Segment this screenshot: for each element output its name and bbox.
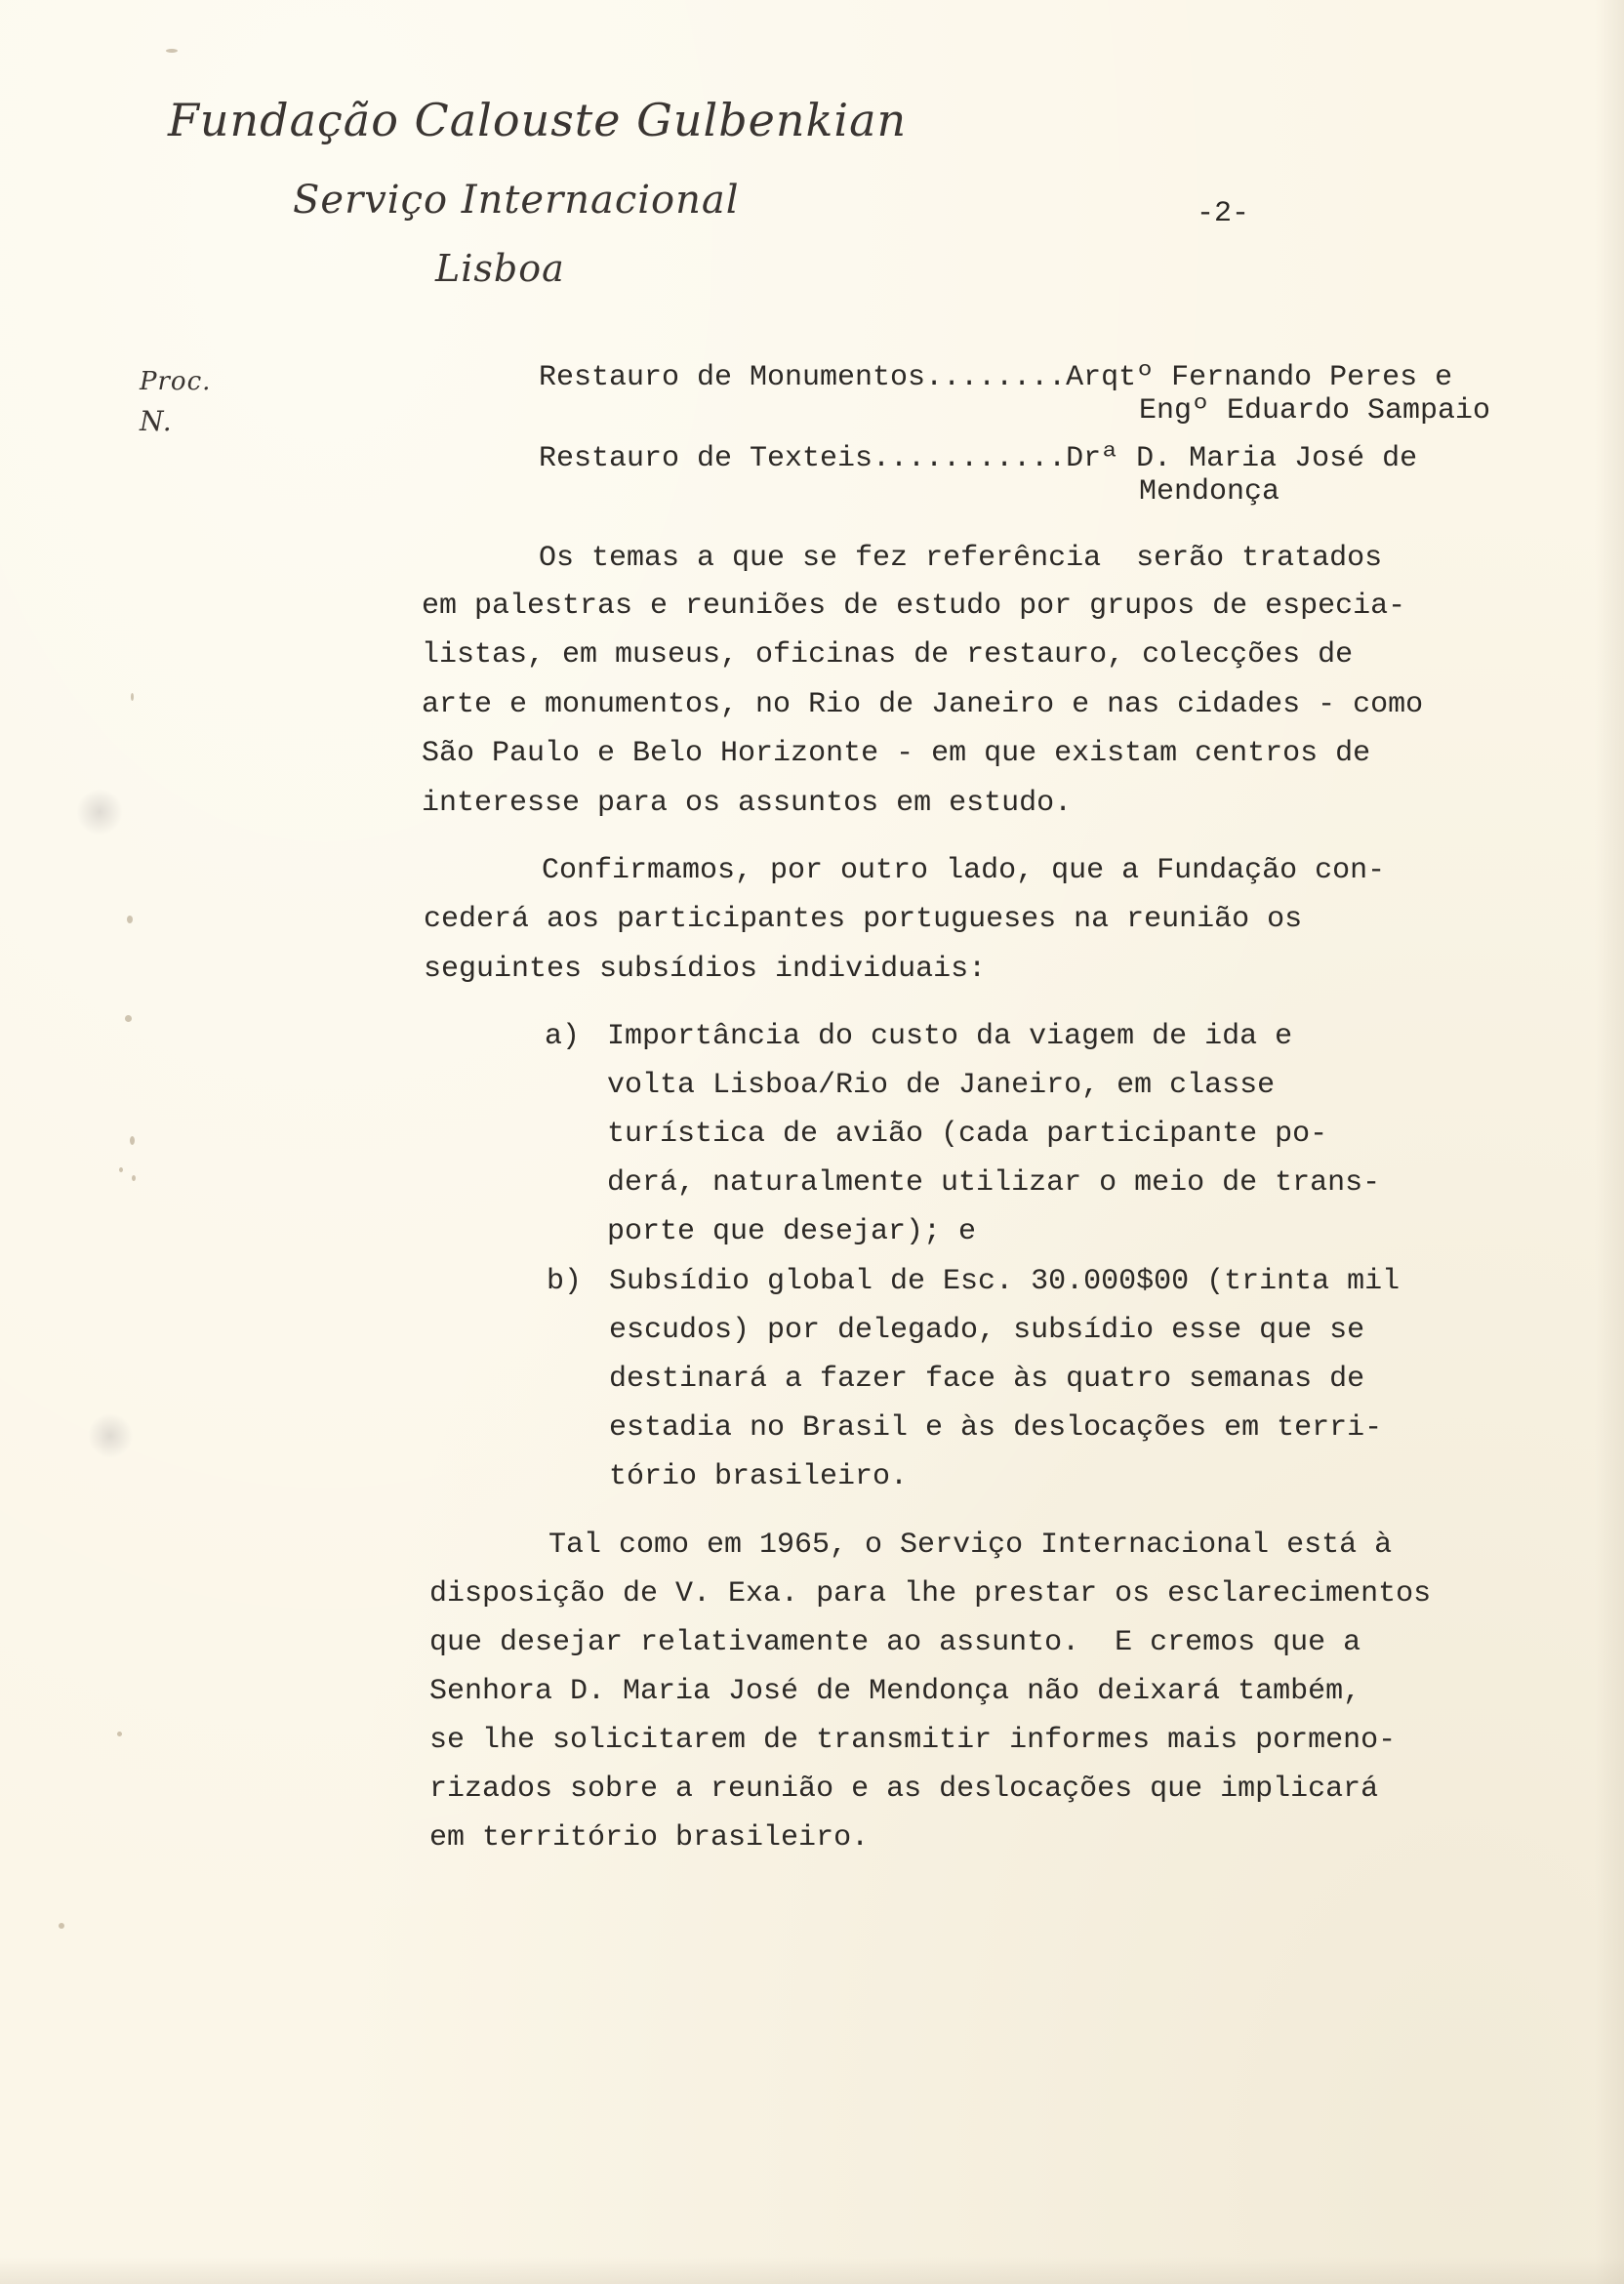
list-item-line: tório brasileiro. bbox=[609, 1460, 909, 1493]
paper-speck bbox=[59, 1923, 64, 1929]
foxing-spot bbox=[76, 789, 123, 836]
list-item-line: estadia no Brasil e às deslocações em terri- bbox=[609, 1411, 1383, 1445]
paper-speck bbox=[119, 1167, 123, 1172]
paper-speck bbox=[125, 1015, 132, 1022]
foxing-spot bbox=[88, 1413, 133, 1458]
paper-speck bbox=[117, 1732, 122, 1736]
paragraph-line: Confirmamos, por outro lado, que a Fundação con- bbox=[542, 854, 1386, 887]
specialist-line-continuation: Engº Eduardo Sampaio bbox=[1139, 394, 1491, 428]
list-marker: a) bbox=[545, 1020, 581, 1053]
paragraph-line: Tal como em 1965, o Serviço Internacional está à bbox=[548, 1529, 1393, 1562]
paper-speck bbox=[127, 916, 133, 923]
page-bottom-edge bbox=[0, 2257, 1624, 2284]
list-item-line: derá, naturalmente utilizar o meio de trans- bbox=[607, 1166, 1381, 1200]
list-item-line: porte que desejar); e bbox=[607, 1215, 977, 1248]
paragraph-line: disposição de V. Exa. para lhe prestar os esclarecimentos bbox=[429, 1577, 1432, 1611]
letterhead-city: Lisboa bbox=[435, 247, 565, 290]
page-number: -2- bbox=[1197, 197, 1250, 230]
paragraph-line: que desejar relativamente ao assunto. E cremos que a bbox=[429, 1626, 1361, 1659]
proc-label: Proc. bbox=[140, 367, 212, 396]
specialist-line-continuation: Mendonça bbox=[1139, 475, 1280, 509]
paragraph-line: em palestras e reuniões de estudo por grupos de especia- bbox=[422, 590, 1406, 623]
paragraph-line: São Paulo e Belo Horizonte - em que existam centros de bbox=[422, 737, 1371, 770]
paragraph-line: interesse para os assuntos em estudo. bbox=[422, 787, 1073, 820]
list-marker: b) bbox=[547, 1265, 583, 1298]
paragraph-line: Senhora D. Maria José de Mendonça não deixará também, bbox=[429, 1675, 1361, 1708]
paper-speck bbox=[132, 1175, 136, 1181]
list-item-line: escudos) por delegado, subsídio esse que se bbox=[609, 1314, 1365, 1347]
paragraph-line: se lhe solicitarem de transmitir informes mais pormeno- bbox=[429, 1724, 1397, 1757]
specialist-line: Restauro de Monumentos........Arqtº Fernando Peres e bbox=[539, 361, 1453, 394]
paragraph-line: rizados sobre a reunião e as deslocações que implicará bbox=[429, 1773, 1379, 1806]
paper-speck bbox=[130, 1136, 135, 1145]
paragraph-line: Os temas a que se fez referência serão tratados bbox=[539, 542, 1383, 575]
paragraph-line: cederá aos participantes portugueses na reunião os bbox=[424, 903, 1303, 936]
letterhead-foundation-name: Fundação Calouste Gulbenkian bbox=[168, 94, 908, 146]
letterhead-service-name: Serviço Internacional bbox=[293, 178, 740, 223]
list-item-line: destinará a fazer face às quatro semanas de bbox=[609, 1363, 1365, 1396]
page-edge-shadow bbox=[1595, 0, 1624, 2284]
number-label: N. bbox=[140, 405, 173, 437]
specialist-line: Restauro de Texteis...........Drª D. Maria José de bbox=[539, 442, 1418, 475]
list-item-line: turística de avião (cada participante po- bbox=[607, 1118, 1328, 1151]
list-item-line: Importância do custo da viagem de ida e bbox=[607, 1020, 1293, 1053]
list-item-line: volta Lisboa/Rio de Janeiro, em classe bbox=[607, 1069, 1276, 1102]
paper-speck bbox=[166, 49, 178, 53]
paragraph-line: arte e monumentos, no Rio de Janeiro e nas cidades - como bbox=[422, 688, 1424, 721]
paragraph-line: listas, em museus, oficinas de restauro, colecções de bbox=[422, 638, 1354, 672]
list-item-line: Subsídio global de Esc. 30.000$00 (trinta mil bbox=[609, 1265, 1401, 1298]
paper-speck bbox=[131, 693, 134, 701]
paragraph-line: em território brasileiro. bbox=[429, 1821, 870, 1855]
paragraph-line: seguintes subsídios individuais: bbox=[424, 953, 987, 986]
